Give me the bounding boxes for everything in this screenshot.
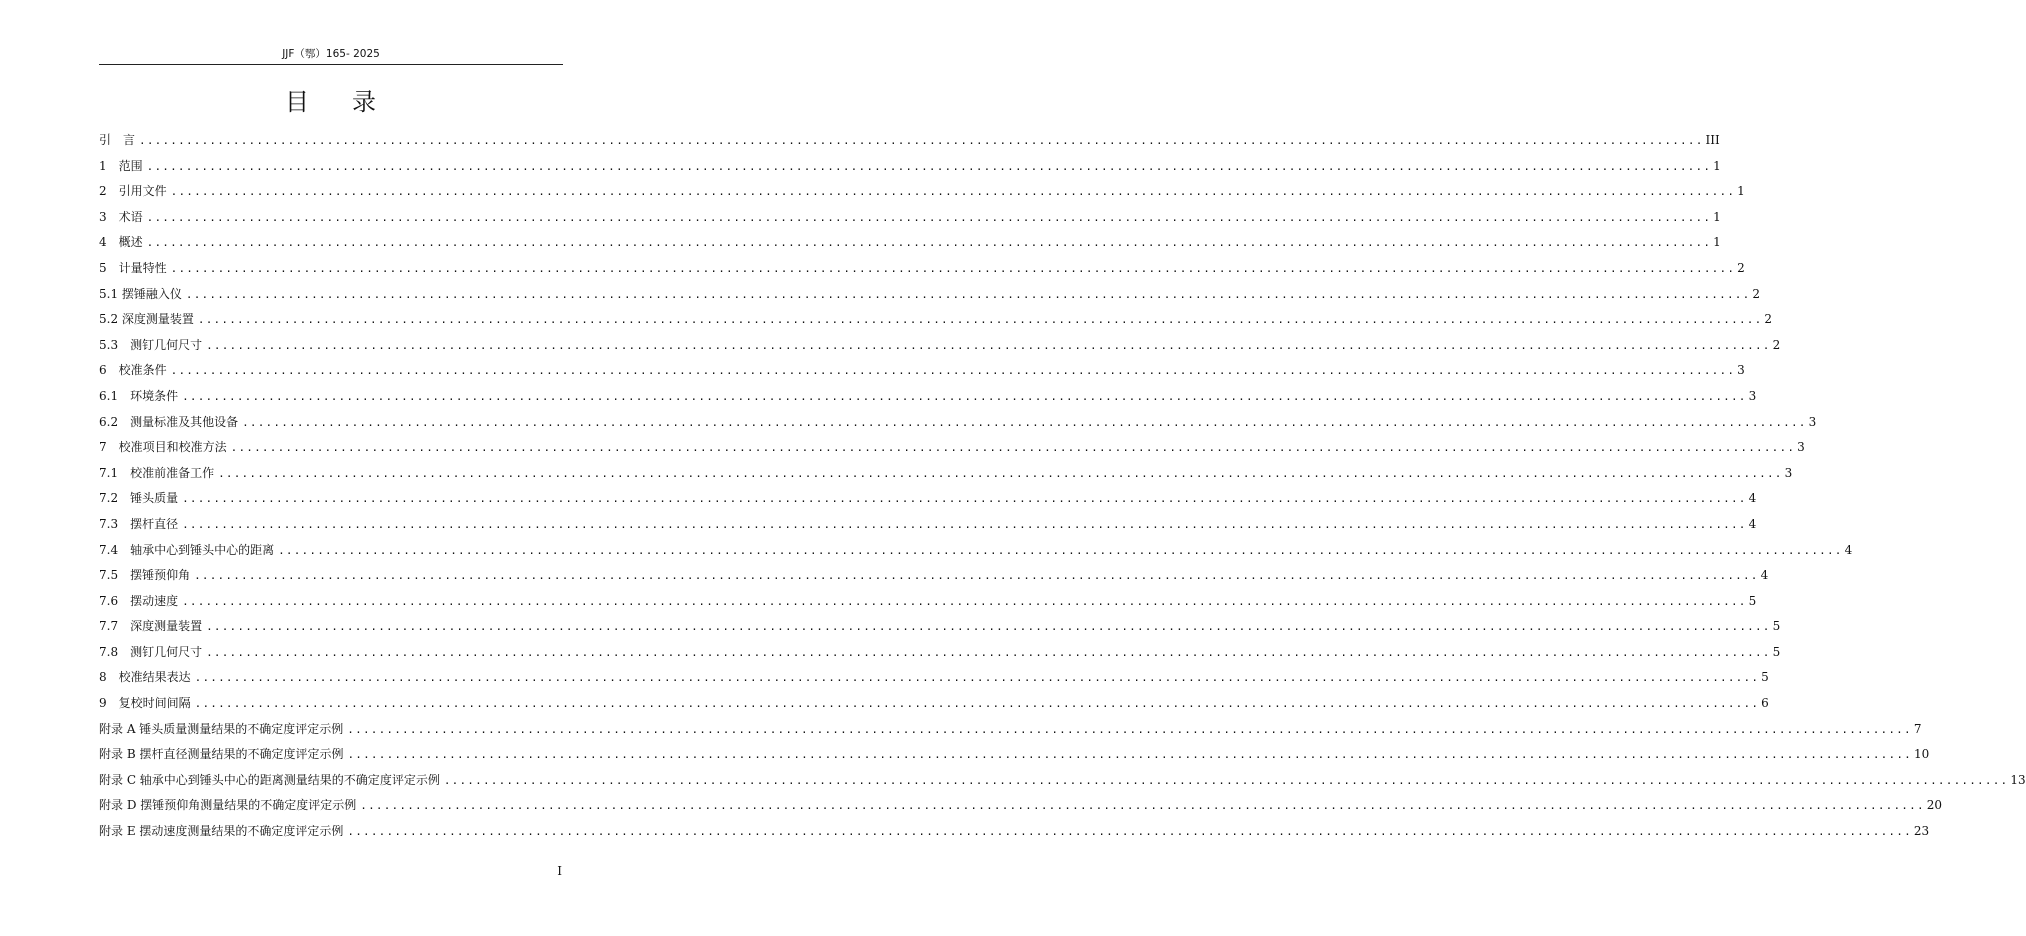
toc-entry[interactable] [99,259,1745,285]
toc-entry-label: 附录 E 摆动速度测量结果的不确定度评定示例 [99,824,344,839]
toc-entry-page: 4 [1748,491,1757,506]
toc-entry[interactable] [99,131,1720,157]
toc-entry-label: 1 范围 [99,158,143,173]
toc-leader-dots: ........................................................................................................................................................................................................ [194,569,1759,583]
toc-entry[interactable] [99,387,1757,413]
toc-entry[interactable] [99,233,1721,259]
toc-entry-label: 6.1 环境条件 [99,388,179,403]
toc-leader-dots: ........................................................................................................................................................................................................ [139,134,1704,147]
toc-entry-label: 2 引用文件 [99,184,167,199]
toc-entry[interactable] [99,745,1930,771]
toc-entry[interactable] [99,617,1781,643]
toc-entry-page: 4 [1760,568,1769,583]
toc-entry[interactable] [99,643,1781,669]
toc-entry[interactable] [99,464,1793,490]
toc-leader-dots: ........................................................................................................................................................................................................ [194,671,1760,685]
toc-entry[interactable] [99,822,1930,848]
table-of-contents [99,131,2026,848]
toc-entry-page: 1 [1737,184,1745,199]
toc-entry-page: 1 [1713,235,1721,250]
toc-leader-dots: ........................................................................................................................................................................................................ [170,364,1736,378]
toc-entry[interactable] [99,515,1757,541]
toc-entry[interactable] [99,592,1757,618]
toc-entry-page: 2 [1737,260,1745,275]
toc-leader-dots: ........................................................................................................................................................................................................ [185,287,1751,301]
toc-entry-page: 5 [1761,670,1769,685]
toc-leader-dots: ........................................................................................................................................................................................................ [197,313,1763,327]
toc-entry-label: 7.6 摆动速度 [99,593,179,608]
toc-entry[interactable] [99,310,1773,336]
toc-entry-label: 5.1 摆锤融入仪 [99,286,182,301]
toc-entry-page: 5 [1748,593,1757,608]
title-char-2: 录 [352,88,377,116]
toc-entry-page: 23 [1913,824,1930,839]
toc-entry[interactable] [99,566,1769,592]
toc-entry[interactable] [99,208,1721,234]
toc-entry-label: 5.3 测钉几何尺寸 [99,337,203,352]
toc-leader-dots: ........................................................................................................................................................................................................ [206,338,1771,352]
toc-entry-page: 13 [2010,772,2026,787]
toc-entry-label: 5 计量特性 [99,260,167,275]
toc-entry-page: 3 [1737,363,1745,378]
toc-entry-page: 1 [1713,209,1721,224]
page-title [99,82,563,117]
toc-entry-page: 3 [1784,465,1793,480]
toc-entry-label: 7.3 摆杆直径 [99,516,179,531]
toc-leader-dots: ........................................................................................................................................................................................................ [360,799,1925,813]
toc-entry-page: III [1705,133,1720,147]
toc-entry[interactable] [99,796,1943,822]
toc-leader-dots: ........................................................................................................................................................................................................ [194,697,1760,711]
toc-entry-page: 3 [1748,388,1757,403]
toc-leader-dots: ........................................................................................................................................................................................................ [347,825,1912,839]
toc-entry[interactable] [99,541,1853,567]
toc-entry[interactable] [99,182,1745,208]
toc-entry[interactable] [99,336,1781,362]
toc-entry-label: 7.2 锤头质量 [99,491,179,506]
toc-entry[interactable] [99,157,1721,183]
toc-leader-dots: ........................................................................................................................................................................................................ [278,543,1843,557]
title-char-1: 目 [285,88,310,116]
toc-entry-page: 6 [1761,696,1769,711]
toc-leader-dots: ........................................................................................................................................................................................................ [182,594,1747,608]
toc-entry-label: 7 校准项目和校准方法 [99,440,227,455]
toc-leader-dots: ........................................................................................................................................................................................................ [347,748,1912,762]
toc-entry-page: 2 [1752,286,1761,301]
toc-entry[interactable] [99,489,1757,515]
toc-leader-dots: ........................................................................................................................................................................................................ [170,185,1736,199]
toc-entry-label: 7.4 轴承中心到锤头中心的距离 [99,542,275,557]
toc-entry-label: 7.1 校准前准备工作 [99,465,215,480]
toc-leader-dots: ........................................................................................................................................................................................................ [218,466,1783,480]
toc-leader-dots: ........................................................................................................................................................................................................ [206,645,1771,659]
toc-entry-page: 5 [1772,644,1781,659]
toc-entry-page: 2 [1764,312,1773,327]
toc-entry[interactable] [99,771,2026,797]
toc-entry-page: 3 [1797,440,1805,455]
toc-entry-page: 20 [1926,798,1943,813]
toc-entry-page: 1 [1713,158,1721,173]
header-text: JJF（鄂）165- 2025 [282,48,380,60]
toc-entry-label: 引 言 [99,133,136,147]
toc-entry-label: 附录 C 轴承中心到锤头中心的距离测量结果的不确定度评定示例 [99,772,440,787]
toc-entry[interactable] [99,694,1769,720]
toc-entry-label: 5.2 深度测量装置 [99,312,194,327]
toc-entry-label: 7.7 深度测量装置 [99,619,203,634]
toc-entry-label: 8 校准结果表达 [99,670,191,685]
toc-entry-page: 4 [1748,516,1757,531]
toc-leader-dots: ........................................................................................................................................................................................................ [347,722,1912,736]
toc-entry-label: 7.5 摆锤预仰角 [99,568,191,583]
toc-leader-dots: ........................................................................................................................................................................................................ [146,236,1712,250]
toc-entry[interactable] [99,285,1761,311]
toc-entry[interactable] [99,668,1769,694]
toc-entry-page: 2 [1772,337,1781,352]
toc-leader-dots: ........................................................................................................................................................................................................ [230,441,1796,455]
page-header [99,46,563,65]
toc-entry-page: 10 [1913,747,1930,762]
toc-entry-label: 4 概述 [99,235,143,250]
toc-entry[interactable] [99,438,1805,464]
toc-entry[interactable] [99,361,1745,387]
toc-entry-page: 3 [1808,414,1817,429]
toc-leader-dots: ........................................................................................................................................................................................................ [170,261,1736,275]
toc-entry[interactable] [99,413,1817,439]
toc-entry-label: 6.2 测量标准及其他设备 [99,414,239,429]
page-number: I [557,864,562,878]
toc-leader-dots: ........................................................................................................................................................................................................ [146,210,1712,224]
toc-entry-page: 7 [1913,721,1922,736]
toc-leader-dots: ........................................................................................................................................................................................................ [182,389,1747,403]
toc-leader-dots: ........................................................................................................................................................................................................ [443,773,2009,787]
toc-entry-label: 7.8 测钉几何尺寸 [99,644,203,659]
toc-entry[interactable] [99,720,1922,746]
toc-leader-dots: ........................................................................................................................................................................................................ [182,492,1747,506]
toc-leader-dots: ........................................................................................................................................................................................................ [146,159,1712,173]
toc-entry-page: 5 [1772,619,1781,634]
toc-leader-dots: ........................................................................................................................................................................................................ [242,415,1807,429]
toc-entry-label: 3 术语 [99,209,143,224]
toc-entry-label: 附录 D 摆锤预仰角测量结果的不确定度评定示例 [99,798,357,813]
toc-leader-dots: ........................................................................................................................................................................................................ [182,517,1747,531]
toc-entry-label: 6 校准条件 [99,363,167,378]
toc-entry-label: 9 复校时间间隔 [99,696,191,711]
toc-entry-page: 4 [1844,542,1853,557]
toc-entry-label: 附录 A 锤头质量测量结果的不确定度评定示例 [99,721,344,736]
toc-leader-dots: ........................................................................................................................................................................................................ [206,620,1771,634]
toc-entry-label: 附录 B 摆杆直径测量结果的不确定度评定示例 [99,747,344,762]
